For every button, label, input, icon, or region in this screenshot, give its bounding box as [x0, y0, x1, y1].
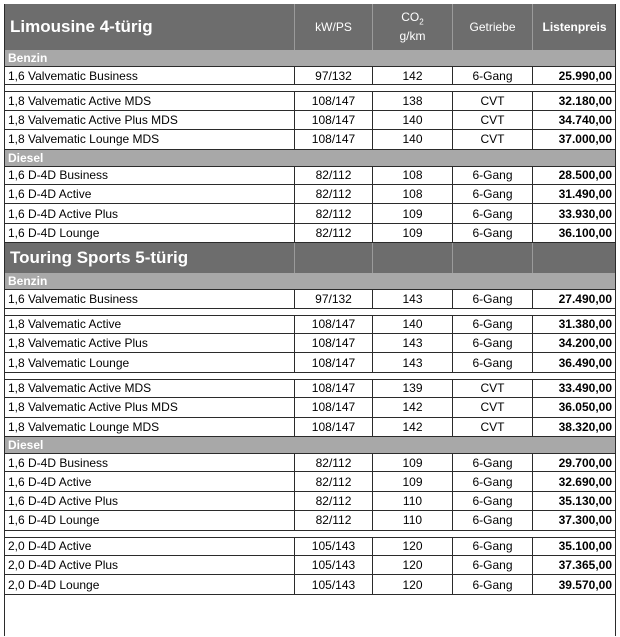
section-header	[4, 4, 616, 50]
model-name: 1,6 D-4D Lounge	[8, 513, 100, 528]
power-value: 108/147	[294, 334, 372, 352]
price-value: 36.100,00	[532, 224, 616, 242]
power-value: 82/112	[294, 454, 372, 471]
co2-value: 108	[372, 167, 452, 184]
table-row	[4, 130, 616, 149]
section-header-cell	[372, 243, 452, 273]
fuel-category-header	[4, 150, 616, 166]
gearbox-value: 6-Gang	[452, 167, 532, 184]
price-value: 27.490,00	[532, 290, 616, 307]
section-header-cell	[532, 243, 616, 273]
table-row	[4, 204, 616, 223]
table-row	[4, 111, 616, 130]
price-value: 34.740,00	[532, 111, 616, 129]
co2-value: 142	[372, 67, 452, 84]
table-row	[4, 492, 616, 511]
price-header: Listenpreis	[532, 4, 616, 50]
co2-value: 120	[372, 556, 452, 574]
price-value: 37.000,00	[532, 130, 616, 148]
model-name: 1,6 D-4D Business	[8, 455, 109, 470]
table-row	[4, 166, 616, 185]
power-value: 82/112	[294, 472, 372, 490]
gearbox-value: 6-Gang	[452, 290, 532, 307]
co2-value: 109	[372, 454, 452, 471]
model-name: 1,8 Valvematic Lounge MDS	[8, 419, 160, 434]
table-row	[4, 556, 616, 575]
table-row	[4, 353, 616, 372]
table-row	[4, 334, 616, 353]
power-value: 108/147	[294, 380, 372, 397]
price-value: 38.320,00	[532, 418, 616, 436]
section-header	[4, 243, 616, 273]
power-value: 97/132	[294, 290, 372, 307]
co2-value: 142	[372, 418, 452, 436]
fuel-category-header	[4, 273, 616, 289]
fuel-category-label: Diesel	[8, 150, 44, 165]
fuel-category-label: Benzin	[8, 274, 48, 289]
model-name: 1,6 Valvematic Business	[8, 291, 138, 306]
table-row	[4, 511, 616, 530]
price-value: 37.365,00	[532, 556, 616, 574]
power-value: 108/147	[294, 353, 372, 371]
fuel-category-header	[4, 437, 616, 453]
price-value: 32.180,00	[532, 92, 616, 109]
co2-value: 109	[372, 224, 452, 242]
table-row	[4, 537, 616, 556]
co2-header-co: CO	[401, 9, 420, 24]
power-value: 82/112	[294, 185, 372, 203]
table-row	[4, 472, 616, 491]
gearbox-value: 6-Gang	[452, 511, 532, 529]
co2-header-subscript: 2	[419, 17, 424, 27]
power-value: 82/112	[294, 511, 372, 529]
price-value: 36.490,00	[532, 353, 616, 371]
gearbox-value: 6-Gang	[452, 316, 532, 333]
section-header-cell	[452, 243, 532, 273]
power-value: 97/132	[294, 67, 372, 84]
gearbox-value: 6-Gang	[452, 224, 532, 242]
model-name: 1,6 D-4D Active	[8, 474, 92, 489]
model-name: 1,8 Valvematic Lounge MDS	[8, 132, 160, 147]
gearbox-value: 6-Gang	[452, 472, 532, 490]
price-value: 33.490,00	[532, 380, 616, 397]
gearbox-value: CVT	[452, 398, 532, 416]
co2-value: 140	[372, 130, 452, 148]
co2-value: 140	[372, 316, 452, 333]
price-value: 34.200,00	[532, 334, 616, 352]
co2-value: 138	[372, 92, 452, 109]
model-name: 2,0 D-4D Lounge	[8, 577, 100, 592]
model-name: 1,8 Valvematic Active	[8, 317, 122, 332]
power-value: 105/143	[294, 556, 372, 574]
table-row	[4, 66, 616, 85]
model-name: 2,0 D-4D Active Plus	[8, 558, 119, 573]
model-name: 1,8 Valvematic Active MDS	[8, 94, 152, 109]
co2-value: 120	[372, 575, 452, 593]
gearbox-value: 6-Gang	[452, 185, 532, 203]
price-value: 31.490,00	[532, 185, 616, 203]
power-value: 108/147	[294, 92, 372, 109]
model-name: 1,6 D-4D Active	[8, 187, 92, 202]
table-row	[4, 379, 616, 398]
model-name: 1,6 D-4D Business	[8, 168, 109, 183]
co2-value: 109	[372, 204, 452, 222]
model-name: 1,6 D-4D Active Plus	[8, 206, 119, 221]
model-name: 1,8 Valvematic Active MDS	[8, 381, 152, 396]
table-row	[4, 185, 616, 204]
gearbox-value: CVT	[452, 111, 532, 129]
model-name: 2,0 D-4D Active	[8, 539, 92, 554]
power-value: 108/147	[294, 130, 372, 148]
fuel-category-label: Benzin	[8, 51, 48, 65]
co2-value: 143	[372, 334, 452, 352]
power-value: 108/147	[294, 111, 372, 129]
gearbox-value: 6-Gang	[452, 353, 532, 371]
gearbox-value: CVT	[452, 380, 532, 397]
co2-value: 110	[372, 492, 452, 510]
table-row	[4, 91, 616, 110]
table-row	[4, 315, 616, 334]
price-value: 33.930,00	[532, 204, 616, 222]
gearbox-value: CVT	[452, 418, 532, 436]
model-name: 1,8 Valvematic Active Plus MDS	[8, 400, 178, 415]
price-value: 39.570,00	[532, 575, 616, 593]
co2-header-label	[401, 10, 423, 29]
gearbox-header: Getriebe	[452, 4, 532, 50]
price-value: 25.990,00	[532, 67, 616, 84]
gearbox-value: CVT	[452, 130, 532, 148]
price-value: 35.100,00	[532, 538, 616, 555]
gearbox-value: 6-Gang	[452, 334, 532, 352]
power-value: 82/112	[294, 204, 372, 222]
model-name: 1,6 Valvematic Business	[8, 68, 138, 83]
gearbox-value: 6-Gang	[452, 556, 532, 574]
gearbox-value: 6-Gang	[452, 575, 532, 593]
gearbox-value: 6-Gang	[452, 204, 532, 222]
price-value: 31.380,00	[532, 316, 616, 333]
table-row	[4, 398, 616, 417]
co2-value: 142	[372, 398, 452, 416]
power-value: 105/143	[294, 575, 372, 593]
power-value: 82/112	[294, 167, 372, 184]
gearbox-value: 6-Gang	[452, 492, 532, 510]
table-row	[4, 418, 616, 437]
power-value: 82/112	[294, 492, 372, 510]
co2-value: 143	[372, 353, 452, 371]
model-name: 1,6 D-4D Active Plus	[8, 493, 119, 508]
co2-header	[372, 4, 452, 50]
power-value: 108/147	[294, 398, 372, 416]
co2-value: 110	[372, 511, 452, 529]
price-value: 37.300,00	[532, 511, 616, 529]
gearbox-value: 6-Gang	[452, 538, 532, 555]
fuel-category-label: Diesel	[8, 438, 44, 452]
model-name: 1,6 D-4D Lounge	[8, 225, 100, 240]
power-header: kW/PS	[294, 4, 372, 50]
price-value: 36.050,00	[532, 398, 616, 416]
section-title: Touring Sports 5-türig	[10, 248, 189, 268]
price-value: 28.500,00	[532, 167, 616, 184]
co2-value: 109	[372, 472, 452, 490]
section-title: Limousine 4-türig	[10, 17, 153, 36]
co2-header-stack	[399, 10, 425, 44]
table-row	[4, 575, 616, 594]
co2-value: 120	[372, 538, 452, 555]
co2-value: 143	[372, 290, 452, 307]
section-header-cell	[294, 243, 372, 273]
price-value: 29.700,00	[532, 454, 616, 471]
power-value: 105/143	[294, 538, 372, 555]
co2-value: 140	[372, 111, 452, 129]
co2-value: 108	[372, 185, 452, 203]
model-name: 1,8 Valvematic Active Plus MDS	[8, 112, 178, 127]
gearbox-value: CVT	[452, 92, 532, 109]
fuel-category-header	[4, 50, 616, 66]
table-row	[4, 453, 616, 472]
price-value: 35.130,00	[532, 492, 616, 510]
co2-header-unit: g/km	[399, 29, 426, 44]
power-value: 82/112	[294, 224, 372, 242]
power-value: 108/147	[294, 418, 372, 436]
co2-value: 139	[372, 380, 452, 397]
power-value: 108/147	[294, 316, 372, 333]
table-row	[4, 224, 616, 243]
model-name: 1,8 Valvematic Lounge	[8, 355, 130, 370]
gearbox-value: 6-Gang	[452, 67, 532, 84]
gearbox-value: 6-Gang	[452, 454, 532, 471]
table-row	[4, 289, 616, 308]
model-name: 1,8 Valvematic Active Plus	[8, 336, 148, 351]
price-value: 32.690,00	[532, 472, 616, 490]
